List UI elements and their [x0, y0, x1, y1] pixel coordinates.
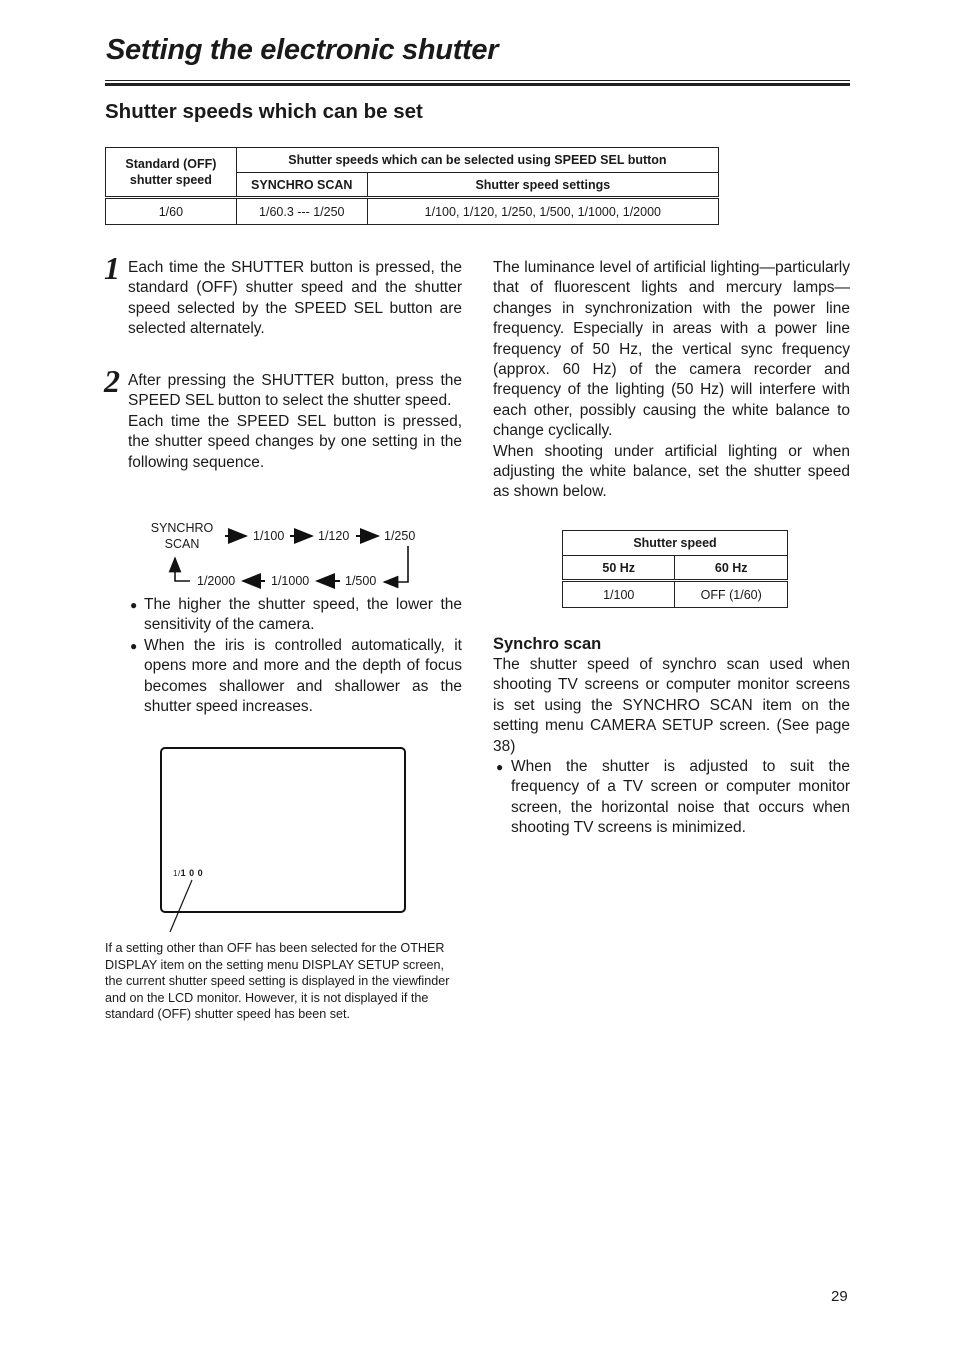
section-title: Shutter speeds which can be set: [105, 100, 423, 123]
sequence-synchro-scan: SYNCHRO SCAN: [150, 521, 214, 551]
bullet-icon: ●: [496, 760, 504, 774]
bullet-icon: ●: [130, 598, 138, 612]
white-balance-paragraph: When shooting under artificial lighting or when adjusting the white balance, set the shutter speed as shown below.: [493, 442, 850, 501]
60hz-header: 60 Hz: [675, 556, 788, 581]
list-item: ● When the iris is controlled automatically, it opens more and more and the depth of focus becomes shallower and shallower as the shutter speed increases.: [130, 636, 462, 718]
sequence-1-120: 1/120: [318, 529, 350, 543]
synchro-scan-heading: Synchro scan: [493, 635, 602, 653]
arrow-250-to-500: [384, 546, 408, 582]
speed-settings-value: 1/100, 1/120, 1/250, 1/500, 1/1000, 1/2000: [367, 198, 718, 225]
50hz-header: 50 Hz: [563, 556, 675, 581]
bullet-icon: ●: [130, 638, 138, 653]
60hz-value: OFF (1/60): [675, 581, 788, 608]
right-column-text: [493, 258, 850, 503]
callout-leader-line: [165, 878, 205, 936]
sequence-1-2000: 1/2000: [197, 574, 236, 588]
sequence-1-100: 1/100: [253, 529, 285, 543]
50hz-value: 1/100: [563, 581, 675, 608]
list-item: ● When the shutter is adjusted to suit the frequency of a TV screen or computer monitor screen, the horizontal noise that occurs when shooting TV screens is minimized.: [496, 757, 850, 839]
left-bullet-list: [130, 595, 462, 717]
step-1-text: Each time the SHUTTER button is pressed, the standard (OFF) shutter speed and the shutter speed selected by the SPEED SEL button are selected alternately.: [128, 259, 462, 338]
shutter-speed-header: Shutter speed: [563, 531, 788, 556]
synchro-scan-value: 1/60.3 --- 1/250: [236, 198, 367, 225]
shutter-speed-display: 1/1 0 0: [173, 868, 204, 878]
page-number: 29: [831, 1288, 848, 1305]
step-2-text: [128, 371, 462, 473]
arrow-2000-to-synchro: [175, 558, 190, 581]
speed-sequence-diagram: [140, 516, 470, 594]
step-number-2: 2: [104, 363, 120, 399]
step-2-paragraph-2: Each time the SPEED SEL button is pressed, the shutter speed changes by one setting in the following sequence.: [128, 412, 462, 471]
sequence-1-250: 1/250: [384, 529, 416, 543]
power-frequency-table: [562, 530, 788, 608]
title-rule-thin: [105, 80, 850, 81]
standard-shutter-value: 1/60: [106, 198, 237, 225]
step-2-paragraph-1: After pressing the SHUTTER button, press the SPEED SEL button to select the shutter speed.: [128, 372, 462, 410]
list-item: ● The higher the shutter speed, the lower the sensitivity of the camera.: [130, 595, 462, 636]
synchro-scan-header: SYNCHRO SCAN: [236, 173, 367, 198]
selectable-speeds-header: Shutter speeds which can be selected using SPEED SEL button: [236, 148, 718, 173]
shutter-speeds-table: [105, 147, 719, 225]
display-caption: If a setting other than OFF has been selected for the OTHER DISPLAY item on the setting menu DISPLAY SETUP screen, the current shutter speed setting is displayed in the viewfinder and on the LCD monitor. However, it is not displayed if the standard (OFF) shutter speed has been set.: [105, 941, 450, 1022]
synchro-scan-text: The shutter speed of synchro scan used when shooting TV screens or computer monitor screens is set using the SYNCHRO SCAN item on the setting menu CAMERA SETUP screen. (See page 38): [493, 656, 850, 755]
speed-settings-header: Shutter speed settings: [367, 173, 718, 198]
sequence-1-500: 1/500: [345, 574, 377, 588]
lighting-paragraph: The luminance level of artificial lighting—particularly that of fluorescent lights and mercury lamps—changes in synchronization with the power line frequency. Especially in areas with a power line frequency of 50 Hz, the vertical sync frequency (approx. 60 Hz) of the camera recorder and frequency of the lighting (50 Hz) will interfere with each other, possibly causing the white balance to change cyclically.: [493, 259, 850, 440]
title-rule-thick: [105, 83, 850, 86]
step-number-1: 1: [104, 250, 120, 286]
standard-shutter-header: Standard (OFF) shutter speed: [106, 148, 237, 198]
page-title: Setting the electronic shutter: [106, 34, 499, 66]
sequence-1-1000: 1/1000: [271, 574, 310, 588]
